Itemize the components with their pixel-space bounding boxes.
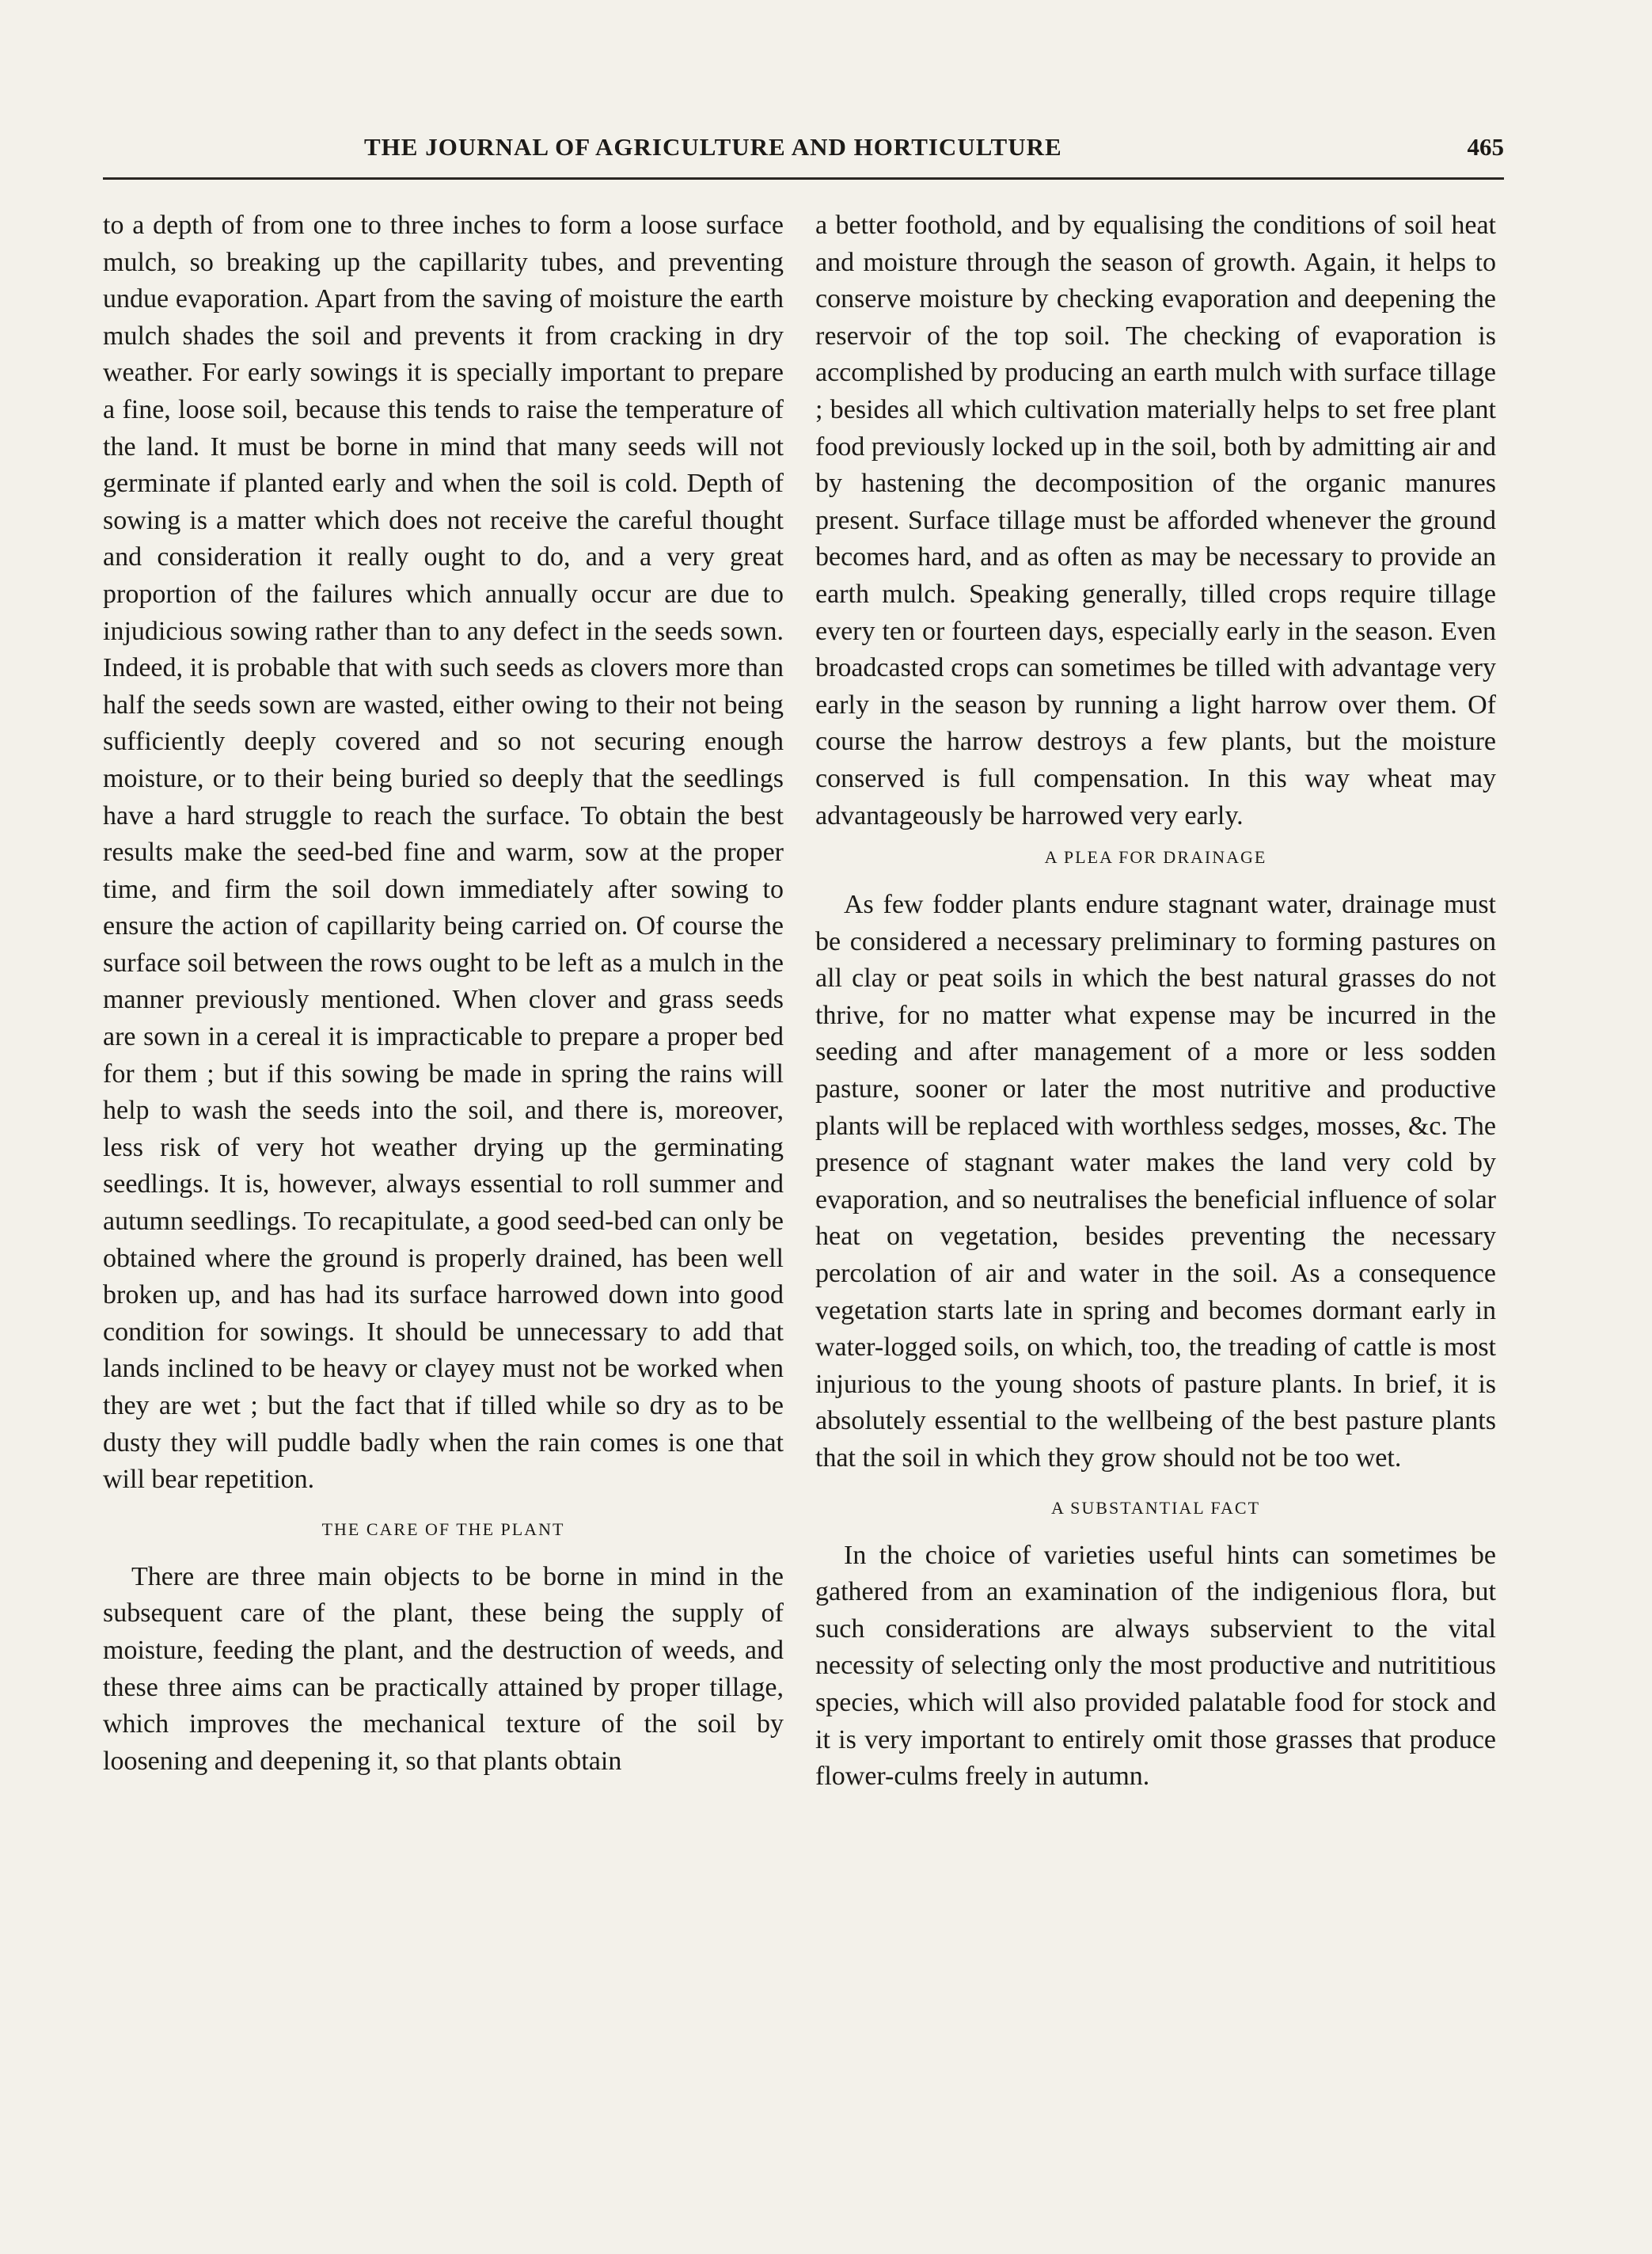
section-heading-substantial-fact: A SUBSTANTIAL FACT — [1050, 1497, 1261, 1518]
section-heading-care-of-plant: THE CARE OF THE PLANT — [321, 1519, 565, 1539]
paragraph-drainage: As few fodder plants endure stagnant water, drainage must be considered a necessary preliminary to forming pastures on all clay or peat soils in which the best natural grasses do not thrive, for no matter what expense may be incurred in the seeding and after management of a more or less sodden pasture, sooner or later the most nutritive and productive plants will be replaced with worthless sedges, mosses, &c. The presence of stagnant water makes the land very cold by evaporation, and so neutralises the beneficial influence of solar heat on vegetation, besides preventing the necessary percolation of air and water in the soil. As a consequence vegetation starts late in spring and becomes dormant early in water-logged soils, on which, too, the treading of cattle is most injurious to the young shoots of pasture plants. In brief, it is absolutely essential to the wellbeing of the best pasture plants that the soil in which they grow should not be too wet. — [815, 890, 1496, 1473]
running-head — [103, 133, 1504, 180]
right-column — [815, 207, 1496, 1796]
paragraph-tillage: a better foothold, and by equalising the conditions of soil heat and moisture through the season of growth. Again, it helps to conserve moisture by checking evaporation and deepening the reservoir of the top soil. The checking of evaporation is accomplished by producing an earth mulch with surface tillage ; besides all which cultivation materially helps to set free plant food previously locked up in the soil, both by admitting air and by hastening the decomposition of the organic manures present. Surface tillage must be afforded whenever the ground becomes hard, and as often as may be necessary to provide an earth mulch. Speaking generally, tilled crops require tillage every ten or fourteen days, especially early in the season. Even broadcasted crops can sometimes be tilled with advantage very early in the season by running a light harrow over them. Of course the harrow destroys a few plants, but the moisture conserved is full compensation. In this way wheat may advantageously be harrowed very early. — [815, 211, 1496, 831]
paragraph-seed-bed: to a depth of from one to three inches to form a loose surface mulch, so breaking up the capillarity tubes, and preventing undue evaporation. Apart from the saving of moisture the earth mulch shades the soil and prevents it from cracking in dry weather. For early sowings it is specially important to prepare a fine, loose soil, because this tends to raise the temperature of the land. It must be borne in mind that many seeds will not germinate if planted early and when the soil is cold. Depth of sowing is a matter which does not receive the careful thought and consideration it really ought to do, and a very great proportion of the failures which annually occur are due to injudicious sowing rather than to any defect in the seeds sown. Indeed, it is probable that with such seeds as clovers more than half the seeds sown are wasted, either owing to their not being sufficiently deeply covered and so not securing enough moisture, or to their being buried so deeply that the seedlings have a hard struggle to reach the surface. To obtain the best results make the seed-bed fine and warm, sow at the proper time, and firm the soil down immediately after sowing to ensure the action of capillarity being carried on. Of course the surface soil between the rows ought to be left as a mulch in the manner previously mentioned. When clover and grass seeds are sown in a cereal it is impracticable to prepare a proper bed for them ; but if this sowing be made in spring the rains will help to wash the seeds into the soil, and there is, moreover, less risk of very hot weather drying up the germinating seedlings. It is, however, always essential to roll summer and autumn seedlings. To recapitulate, a good seed-bed can only be obtained where the ground is properly drained, has been well broken up, and has had its surface harrowed down into good condition for sowings. It should be unnecessary to add that lands inclined to be heavy or clayey must not be worked when they are wet ; but the fact that if tilled while so dry as to be dusty they will puddle badly when the rain comes is one that will bear repetition. — [103, 211, 784, 1495]
section-heading-drainage: A PLEA FOR DRAINAGE — [1044, 847, 1267, 868]
page-number: 465 — [1467, 133, 1504, 161]
journal-title: THE JOURNAL OF AGRICULTURE AND HORTICULTURE — [364, 133, 1062, 161]
paragraph-substantial-fact: In the choice of varieties useful hints can sometimes be gathered from an examination of the indigenious flora, but such considerations are always subservient to the vital necessity of selecting only the most productive and nutrititious species, which will also provided palatable food for stock and it is very important to entirely omit those grasses that produce flower-culms freely in autumn. — [815, 1540, 1496, 1792]
paragraph-care-of-plant: There are three main objects to be borne in mind in the subsequent care of the plant, these being the supply of moisture, feeding the plant, and the destruction of weeds, and these three aims can be practically attained by proper tillage, which improves the mechanical texture of the soil by loosening and deepening it, so that plants obtain — [103, 1561, 784, 1776]
left-column — [103, 207, 784, 1780]
